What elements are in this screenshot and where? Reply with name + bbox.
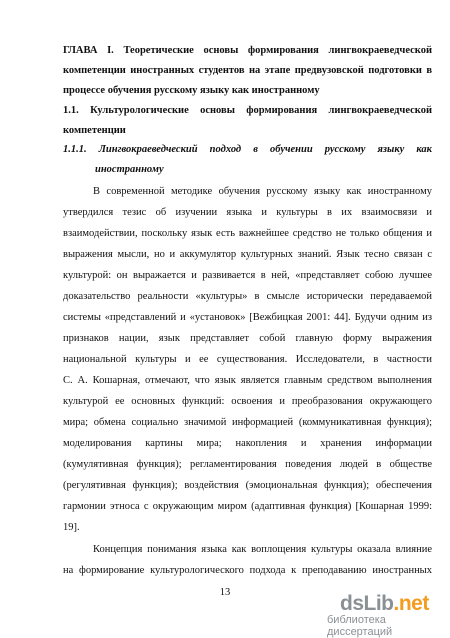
dslib-logo-orange: .net <box>393 592 429 615</box>
paragraph-2-line: Концепция понимания языка как воплощения культуры оказала влияние <box>93 544 432 555</box>
subsection-heading-line-2: иностранному <box>95 164 164 175</box>
paragraph-1-line: выражения мысли, но и аккумулятор культурных знаний. Язык тесно связан с <box>63 249 432 260</box>
paragraph-1-line: (регулятивная функция); воздействия (эмоциональная функция); обеспечения <box>63 480 432 491</box>
paragraph-1-line: 19]. <box>63 522 80 533</box>
paragraph-1-line: национальной культуры и ее существования. Исследователи, в частности <box>63 354 432 365</box>
watermark-subtitle: библиотека диссертаций <box>327 614 393 638</box>
paragraph-1-line: мира; обмена социально значимой информацией (коммуникативная функция); <box>63 417 432 428</box>
section-heading-line-2: компетенции <box>63 125 126 136</box>
dslib-logo-gray: dsLib <box>340 592 394 615</box>
paragraph-1-line: моделирования картины мира; накопления и хранения информации <box>63 438 432 449</box>
section-heading-line-1: 1.1. Культурологические основы формирования лингвокраеведческой <box>63 105 432 116</box>
paragraph-1-line: утвердился тезис об изучении языка и культуры в их взаимосвязи и <box>63 207 432 218</box>
paragraph-1-line: С. А. Кошарная, отмечают, что язык является главным средством выполнения <box>63 375 432 386</box>
paragraph-1-line: системы «представлений и «установок» [Вежбицкая 2001: 44]. Будучи одним из <box>63 312 432 323</box>
chapter-heading-line-1: ГЛАВА I. Теоретические основы формирования лингвокраеведческой <box>63 45 432 56</box>
paragraph-1-line: культурой ее основных функций: освоения и преобразования окружающего <box>63 396 432 407</box>
paragraph-1-line: гармонии этноса с окружающим миром (адаптивная функция) [Кошарная 1999: <box>63 501 432 512</box>
chapter-heading-line-3: процессе обучения русскому языку как иностранному <box>63 85 320 96</box>
paragraph-1-line: (кумулятивная функция); регламентирования поведения людей в обществе <box>63 459 432 470</box>
dslib-logo <box>340 593 429 615</box>
paragraph-1-line: признаков нации, язык представляет собой главную форму выражения <box>63 333 432 344</box>
paragraph-2-line: на формирование культурологического подхода к преподаванию иностранных <box>63 565 432 576</box>
paragraph-1-line: культурой: он выражается и развивается в ней, «представляет собою лучшее <box>63 270 432 281</box>
subsection-heading-line-1: 1.1.1. Лингвокраеведческий подход в обучении русскому языку как <box>63 144 432 155</box>
chapter-heading-line-2: компетенции иностранных студентов на этапе предвузовской подготовки в <box>63 65 432 76</box>
paragraph-1-line: доказательство реальности «культуры» в смысле исторически передаваемой <box>63 291 432 302</box>
paragraph-1-line: взаимодействии, поскольку язык есть важнейшее средство не только общения и <box>63 228 432 239</box>
paragraph-1-line: В современной методике обучения русскому языку как иностранному <box>93 186 432 197</box>
page-number: 13 <box>219 587 231 598</box>
